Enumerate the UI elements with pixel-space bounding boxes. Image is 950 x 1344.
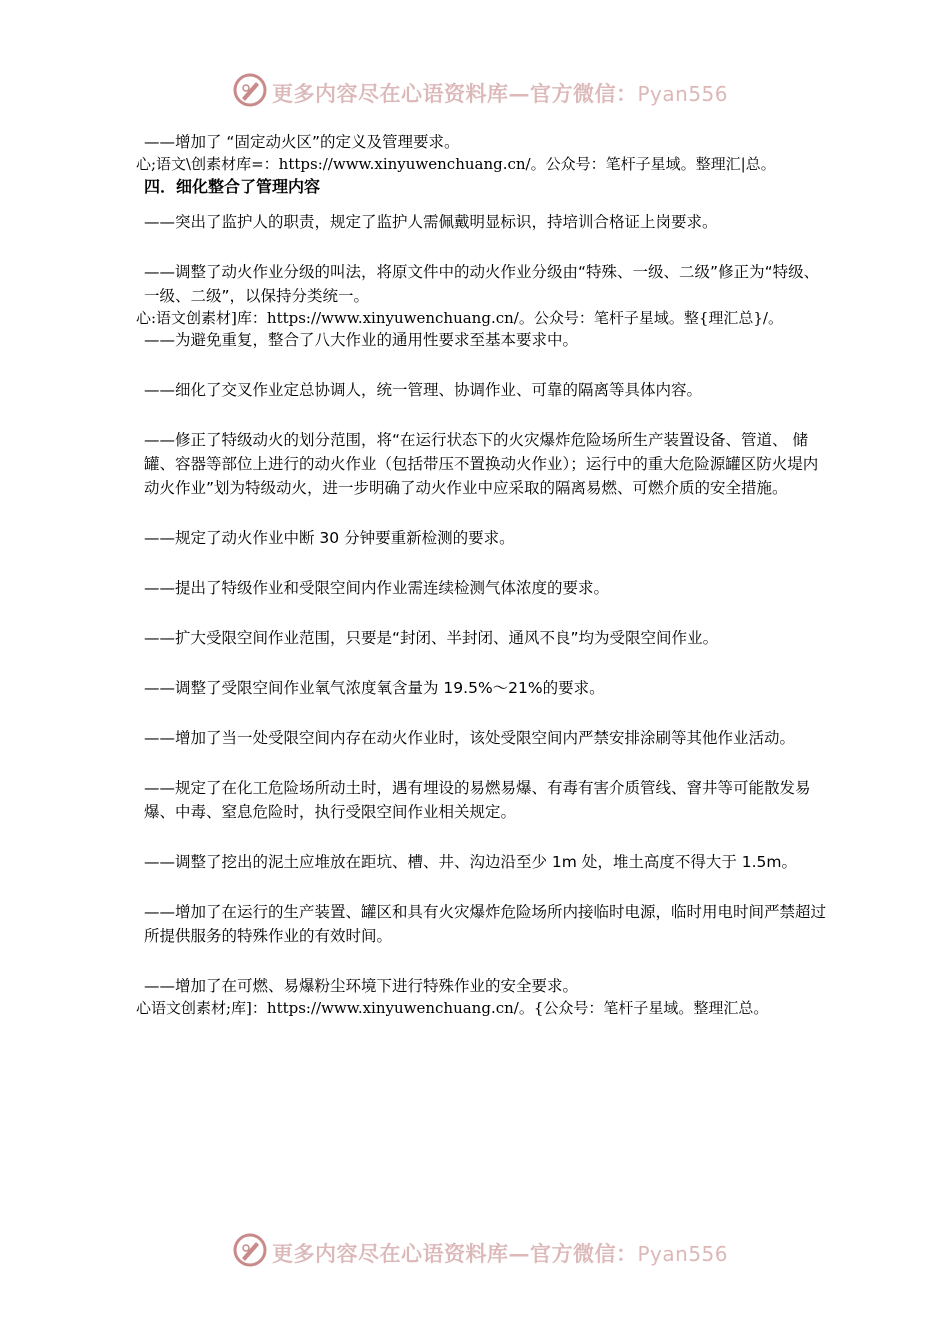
paragraph: ——扩大受限空间作业范围，只要是“封闭、半封闭、通风不良”均为受限空间作业。 (144, 629, 719, 647)
banner-text: 更多内容尽在心语资料库—官方微信：Pyan556 (272, 81, 729, 106)
section-heading: 四．细化整合了管理内容 (144, 177, 321, 196)
paragraph: ——调整了挖出的泥土应堆放在距坑、槽、井、沟边沿至少 1m 处，堆土高度不得大于 1.5m。 (144, 853, 797, 871)
source-line: 心:语文创素材]库：https://www.xinyuwenchuang.cn/。公众号：笔杆子星域。整{理汇总}/。 (136, 309, 783, 327)
paragraph: ——增加了当一处受限空间内存在动火作业时，该处受限空间内严禁安排涂刷等其他作业活动。 (144, 729, 796, 747)
paragraph: ——规定了动火作业中断 30 分钟要重新检测的要求。 (144, 529, 515, 547)
pen-logo-icon (232, 1232, 268, 1268)
source-line: 心语文创素材;库]：https://www.xinyuwenchuang.cn/。{公众号：笔杆子星域。整理汇总。 (136, 999, 769, 1017)
paragraph: ——突出了监护人的职责，规定了监护人需佩戴明显标识，持培训合格证上岗要求。 (144, 213, 718, 231)
paragraph: ——提出了特级作业和受限空间内作业需连续检测气体浓度的要求。 (144, 579, 610, 597)
paragraph: ——增加了在可燃、易爆粉尘环境下进行特殊作业的安全要求。 (144, 977, 579, 995)
paragraph: ——为避免重复，整合了八大作业的通用性要求至基本要求中。 (144, 331, 579, 349)
pen-logo-icon (232, 72, 268, 108)
footer-banner (232, 1232, 732, 1272)
paragraph: ——增加了在运行的生产装置、罐区和具有火灾爆炸危险场所内接临时电源，临时用电时间严禁超过所提供服务的特殊作业的有效时间。 (144, 903, 827, 945)
paragraph: ——修正了特级动火的划分范围，将“在运行状态下的火灾爆炸危险场所生产装置设备、管道、 储 罐、容器等部位上进行的动火作业（包括带压不置换动火作业）；运行中的重大危险源罐区防火堤内 动火作业”划为特级动火，进一步明确了动火作业中应采取的隔离易燃、可燃介质的安全措施。 (144, 431, 819, 497)
header-banner (232, 72, 732, 112)
paragraph: ——规定了在化工危险场所动土时，遇有埋设的易燃易爆、有毒有害介质管线、窨井等可能散发易爆、中毒、窒息危险时，执行受限空间作业相关规定。 (144, 779, 811, 821)
source-line: 心;语文\创素材库=：https://www.xinyuwenchuang.cn/。公众号：笔杆子星域。整理汇|总。 (136, 155, 776, 173)
paragraph: ——细化了交叉作业定总协调人，统一管理、协调作业、可靠的隔离等具体内容。 (144, 381, 703, 399)
paragraph: ——增加了 “固定动火区”的定义及管理要求。 (144, 133, 460, 151)
paragraph: ——调整了动火作业分级的叫法，将原文件中的动火作业分级由“特殊、一级、二级”修正为“特级、一级、二级”，以保持分类统一。 (144, 263, 820, 305)
document-body (136, 130, 826, 1018)
banner-text: 更多内容尽在心语资料库—官方微信：Pyan556 (272, 1241, 729, 1266)
paragraph: ——调整了受限空间作业氧气浓度氧含量为 19.5%～21%的要求。 (144, 679, 605, 697)
